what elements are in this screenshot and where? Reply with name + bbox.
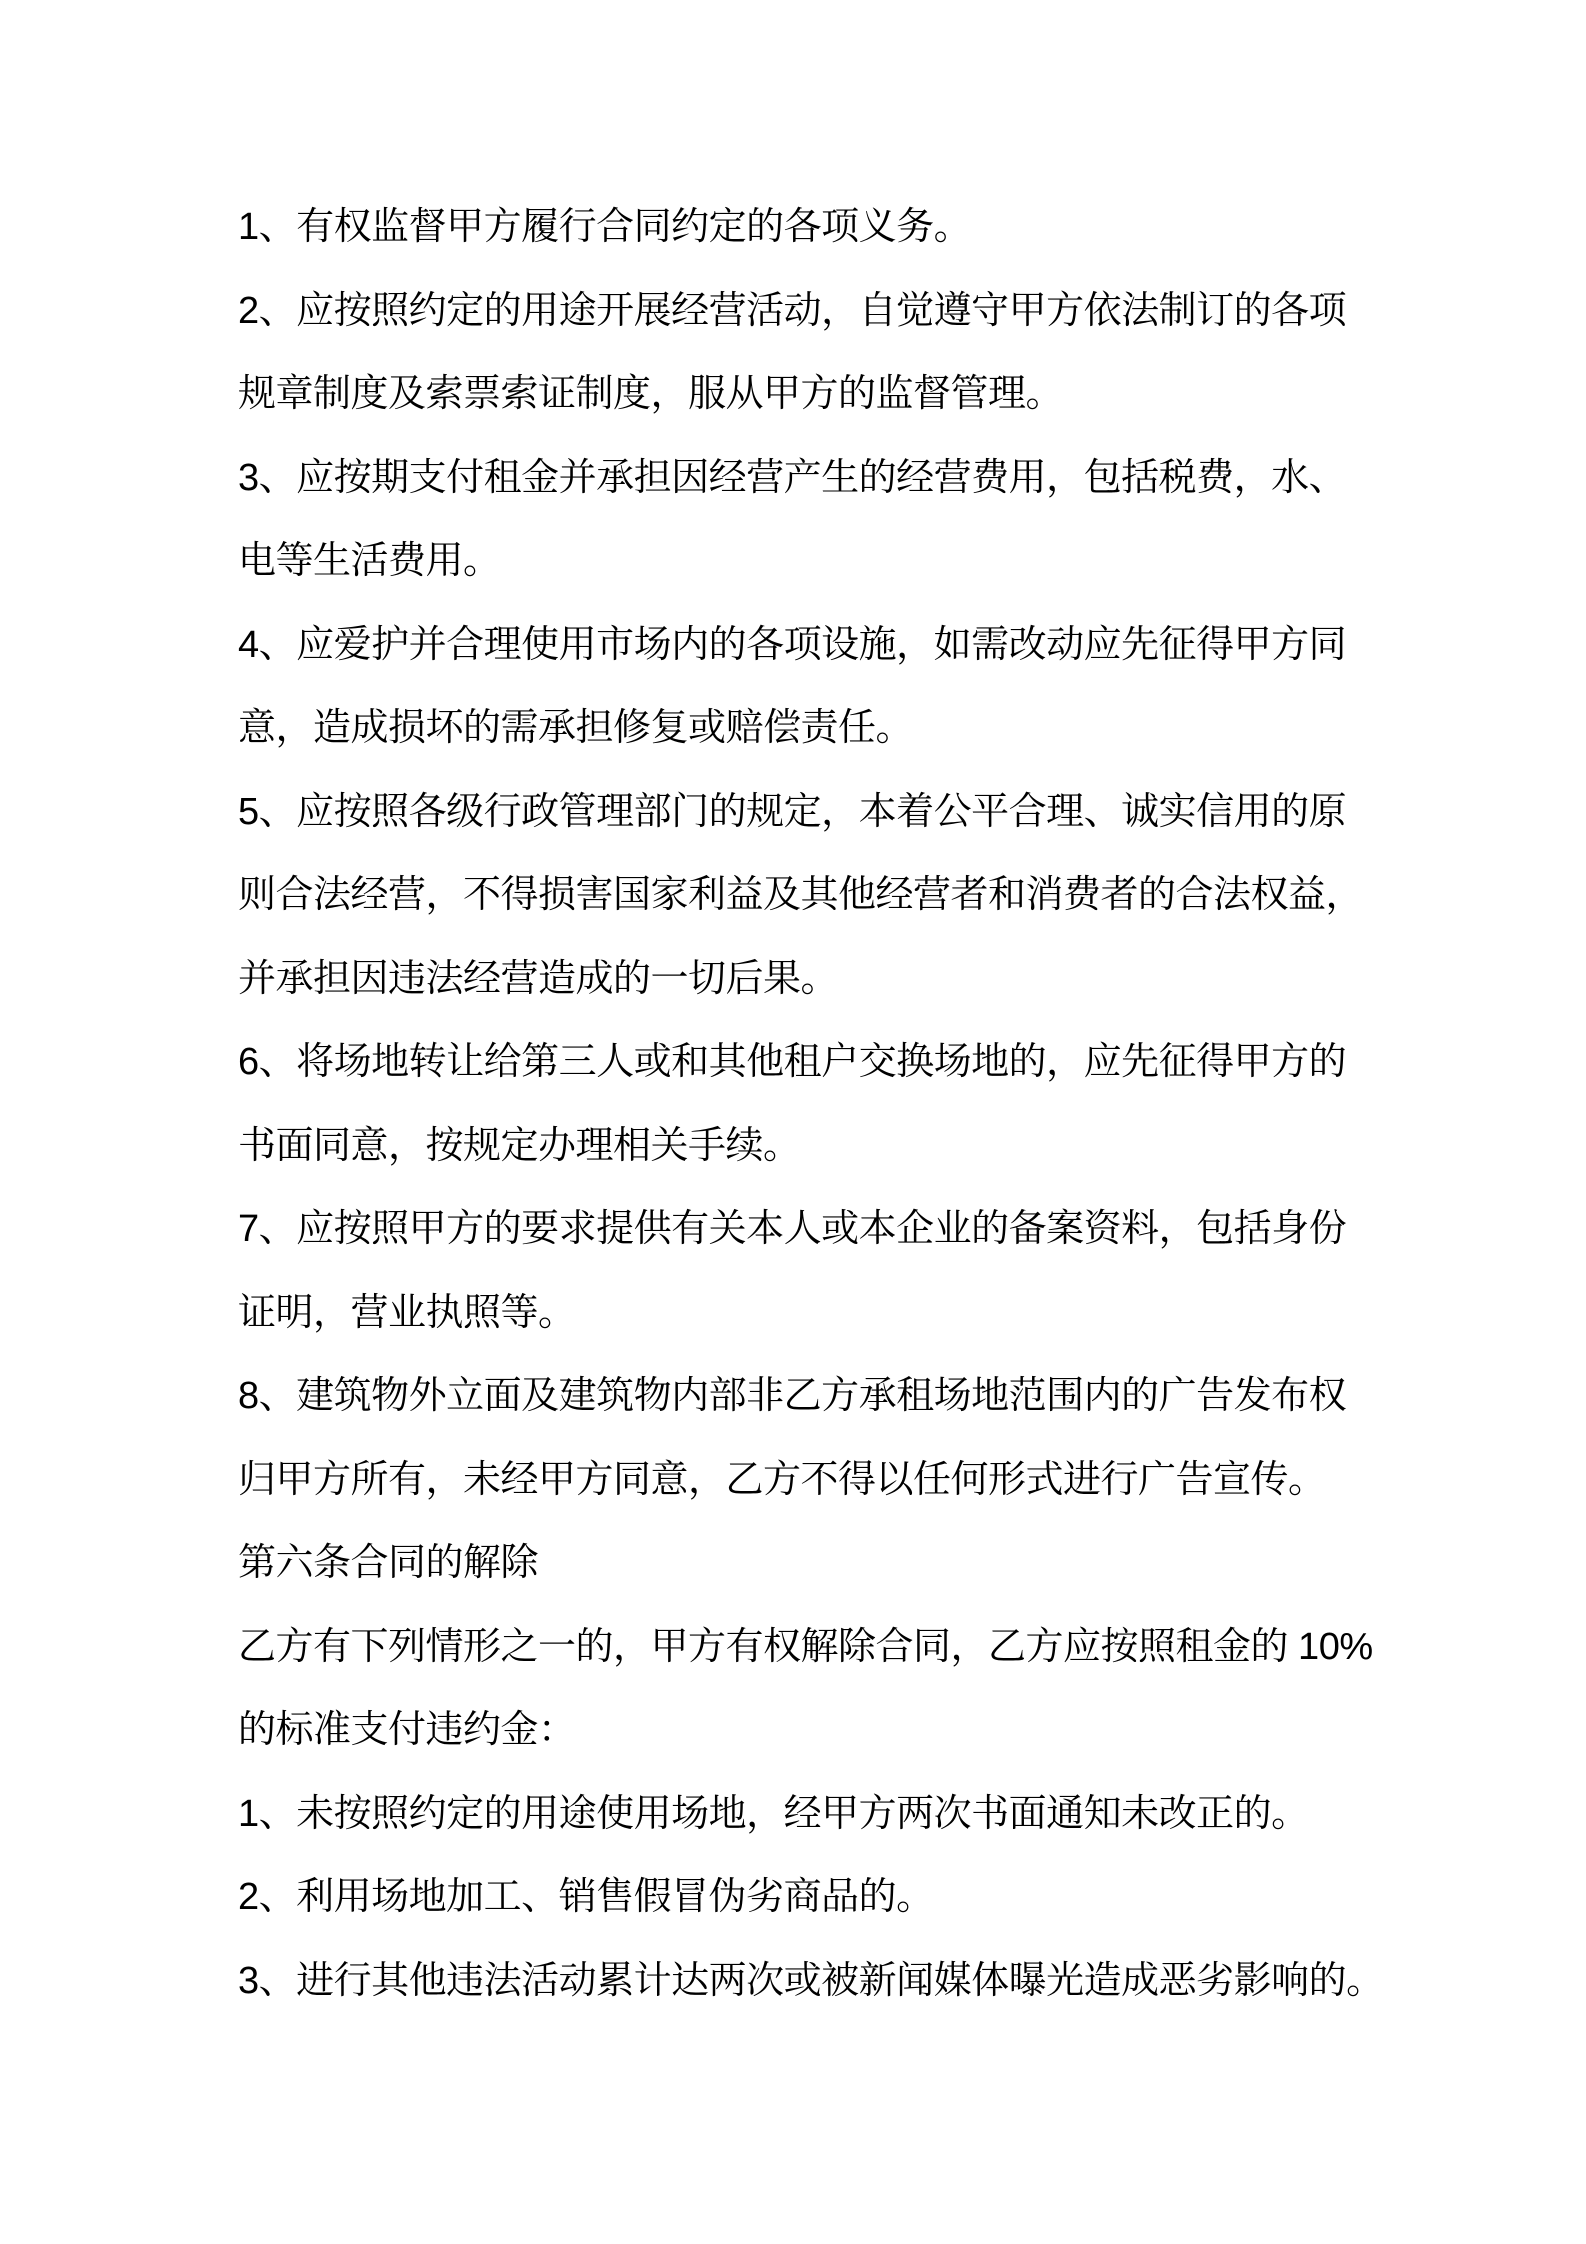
text-line: 3、进行其他违法活动累计达两次或被新闻媒体曝光造成恶劣影响的。	[238, 1959, 1384, 2002]
text-line: 规章制度及索票索证制度，服从甲方的监督管理。	[238, 373, 1064, 415]
section-heading: 第六条合同的解除	[238, 1542, 539, 1584]
text-line: 2、利用场地加工、销售假冒伪劣商品的。	[238, 1876, 934, 1918]
text-line: 归甲方所有，未经甲方同意，乙方不得以任何形式进行广告宣传。	[238, 1458, 1326, 1501]
text-line: 4、应爱护并合理使用市场内的各项设施，如需改动应先征得甲方同	[238, 623, 1347, 666]
text-line: 6、将场地转让给第三人或和其他租户交换场地的，应先征得甲方的	[238, 1041, 1347, 1083]
document-page	[238, 186, 1478, 2023]
text-line: 的标准支付违约金：	[238, 1709, 576, 1751]
text-line: 1、未按照约定的用途使用场地，经甲方两次书面通知未改正的。	[238, 1792, 1309, 1835]
text-line: 1、有权监督甲方履行合同约定的各项义务。	[238, 206, 972, 248]
text-line: 电等生活费用。	[238, 540, 501, 582]
text-line: 3、应按期支付租金并承担因经营产生的经营费用，包括税费，水、	[238, 456, 1347, 499]
text-line: 2、应按照约定的用途开展经营活动，自觉遵守甲方依法制订的各项	[238, 289, 1347, 332]
text-line: 8、建筑物外立面及建筑物内部非乙方承租场地范围内的广告发布权	[238, 1375, 1347, 1417]
text-line: 7、应按照甲方的要求提供有关本人或本企业的备案资料，包括身份	[238, 1208, 1347, 1250]
text-line: 则合法经营，不得损害国家利益及其他经营者和消费者的合法权益，	[238, 874, 1364, 916]
text-line: 并承担因违法经营造成的一切后果。	[238, 957, 839, 1000]
text-line: 5、应按照各级行政管理部门的规定，本着公平合理、诚实信用的原	[238, 790, 1347, 833]
text-line: 意，造成损坏的需承担修复或赔偿责任。	[238, 707, 914, 749]
text-line: 书面同意，按规定办理相关手续。	[238, 1124, 801, 1167]
text-line: 乙方有下列情形之一的，甲方有权解除合同，乙方应按照租金的 10%	[238, 1625, 1373, 1668]
text-line: 证明，营业执照等。	[238, 1291, 576, 1334]
